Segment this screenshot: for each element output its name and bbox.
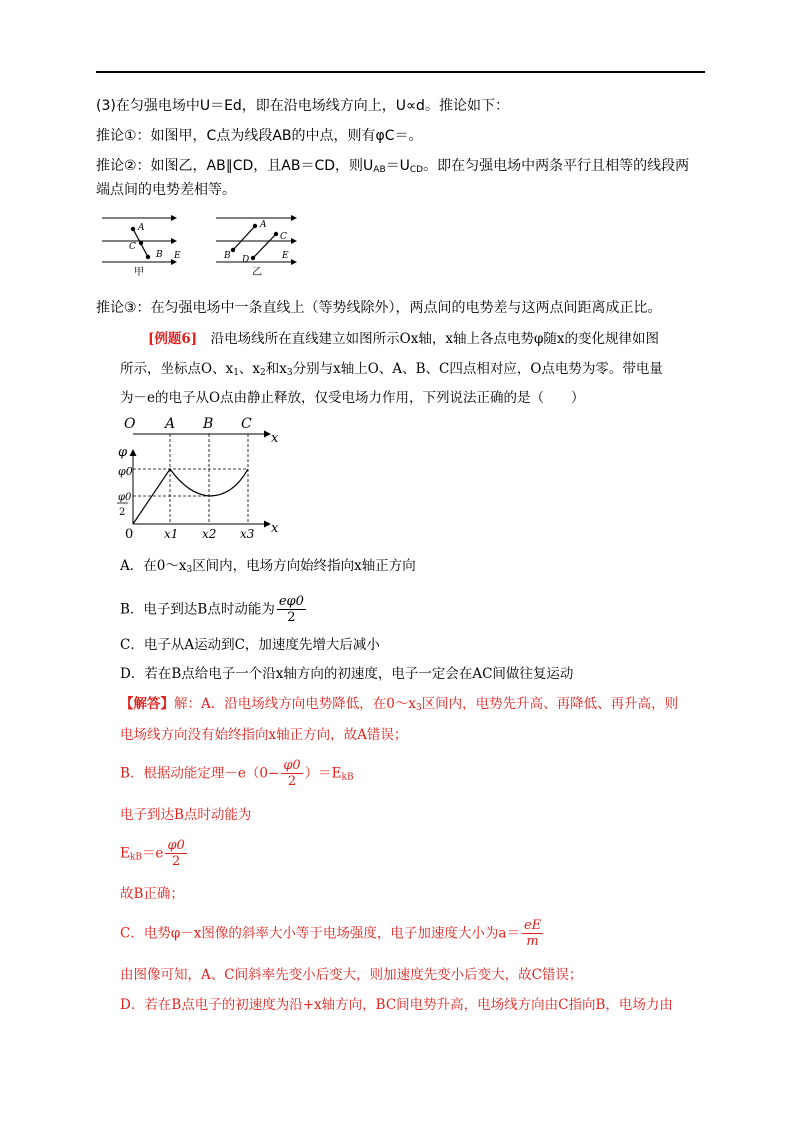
answer-a-line-1: 【解答】解：A．沿电场线方向电势降低，在$0\sim x_3$区间内，电势先升高、再降低、再升高，则 [120, 696, 679, 713]
option-c: C．电子从A运动到C，加速度先增大后减小 [120, 637, 380, 653]
inference-3: 推论③：在匀强电场中一条直线上（等势线除外），两点间的电势差与这两点间距离成正比。 [96, 300, 662, 316]
example-line-2: 所示，坐标点O、$x_1$、$x_2$和$x_3$分别与x轴上O、A、B、C四点相对应，O点电势为零。带电量 [120, 361, 663, 378]
jia-point-c [139, 241, 143, 245]
header-rule [96, 71, 705, 73]
half-phi0-num: φ0 [118, 492, 132, 503]
answer-b-line-2: 电子到达B点时动能为 [120, 807, 252, 823]
bottom-label-x3: x3 [240, 527, 255, 541]
yi-caption: 乙 [252, 267, 262, 278]
phi-curve [133, 469, 248, 524]
yi-label-e: E [282, 251, 289, 261]
jia-label-b: B [156, 250, 163, 260]
phi-axis-label: φ [118, 445, 128, 460]
yi-label-a: A [260, 220, 267, 230]
example-tag: [例题6] [148, 331, 198, 347]
answer-b-line-1: B．根据动能定理－e（0− $\frac{\varphi 0}{2}$ ）$=E_{kB}$ [120, 758, 354, 789]
bottom-label-x2: x2 [202, 527, 217, 541]
inference-1: 推论①：如图甲，C点为线段AB的中点，则有φC＝。 [96, 128, 423, 144]
yi-label-c: C [280, 232, 287, 242]
example-line-1: [例题6] 沿电场线所在直线建立如图所示Ox轴，x轴上各点电势φ随x的变化规律如图 [148, 331, 660, 347]
yi-point-a [253, 224, 257, 228]
section3-intro: (3)在匀强电场中U＝Ed，即在沿电场线方向上，U∝d。推论如下： [96, 98, 509, 114]
top-label-b: B [203, 416, 214, 432]
yi-segment-cd [253, 234, 276, 258]
top-label-c: C [241, 416, 252, 432]
top-label-a: A [165, 416, 176, 432]
top-label-o: O [124, 416, 136, 432]
jia-caption: 甲 [134, 267, 144, 278]
yi-point-d [251, 256, 255, 260]
jia-label-c: C [129, 242, 136, 252]
option-d: D．若在B点给电子一个沿x轴方向的初速度，电子一定会在AC间做往复运动 [120, 666, 574, 682]
bottom-label-0: 0 [125, 527, 134, 542]
yi-label-d: D [242, 255, 250, 265]
yi-label-b: B [224, 251, 231, 261]
option-a: A．在$0\sim x_3$区间内，电场方向始终指向x轴正方向 [120, 558, 416, 575]
bottom-label-x1: x1 [164, 527, 179, 541]
jia-label-e: E [174, 251, 181, 261]
half-phi0-den: 2 [119, 507, 126, 518]
inference-2: 推论②：如图乙，AB∥CD，且AB＝CD，则$U_{AB}=U_{CD}$。即在匀强电场中两条平行且相等的线段两 [96, 158, 690, 175]
top-axis-x: x [271, 431, 279, 446]
answer-d-line-1: D．若在B点电子的初速度为沿+x轴方向，BC间电势升高，电场线方向由C指向B，电场力由 [120, 997, 673, 1013]
answer-c-line-2: 由图像可知，A、C间斜率先变小后变大，则加速度先变小后变大，故C错误； [120, 967, 583, 983]
jia-point-b [146, 255, 150, 259]
phi-x-graph [108, 412, 288, 542]
yi-segment-ab [233, 226, 255, 250]
answer-b-line-3: $E_{kB}=e$ $\frac{\varphi 0}{2}$ [120, 838, 185, 869]
option-b: B．电子到达B点时动能为 $\frac{e\varphi 0}{2}$ [120, 594, 304, 625]
example-line-3: 为－e的电子从O点由静止释放，仅受电场力作用，下列说法正确的是（ ） [120, 390, 585, 406]
figure-jia-yi [96, 206, 306, 280]
inference-2-cont: 端点间的电势差相等。 [96, 182, 236, 198]
yi-point-b [231, 248, 235, 252]
jia-point-a [131, 227, 135, 231]
answer-a-line-2: 电场线方向没有始终指向x轴正方向，故A错误； [120, 727, 408, 743]
answer-b-line-4: 故B正确； [120, 886, 184, 902]
yi-point-c [274, 232, 278, 236]
phi0-label: φ0 [118, 465, 133, 478]
option-b-fraction: $\frac{e\varphi 0}{2}$ [278, 594, 304, 625]
bottom-axis-x: x [271, 521, 279, 536]
answer-c-line-1: C．电势φ－x图像的斜率大小等于电场强度，电子加速度大小为a＝ $\frac{eE}{m}$ [120, 918, 542, 949]
jia-label-a: A [138, 223, 145, 233]
